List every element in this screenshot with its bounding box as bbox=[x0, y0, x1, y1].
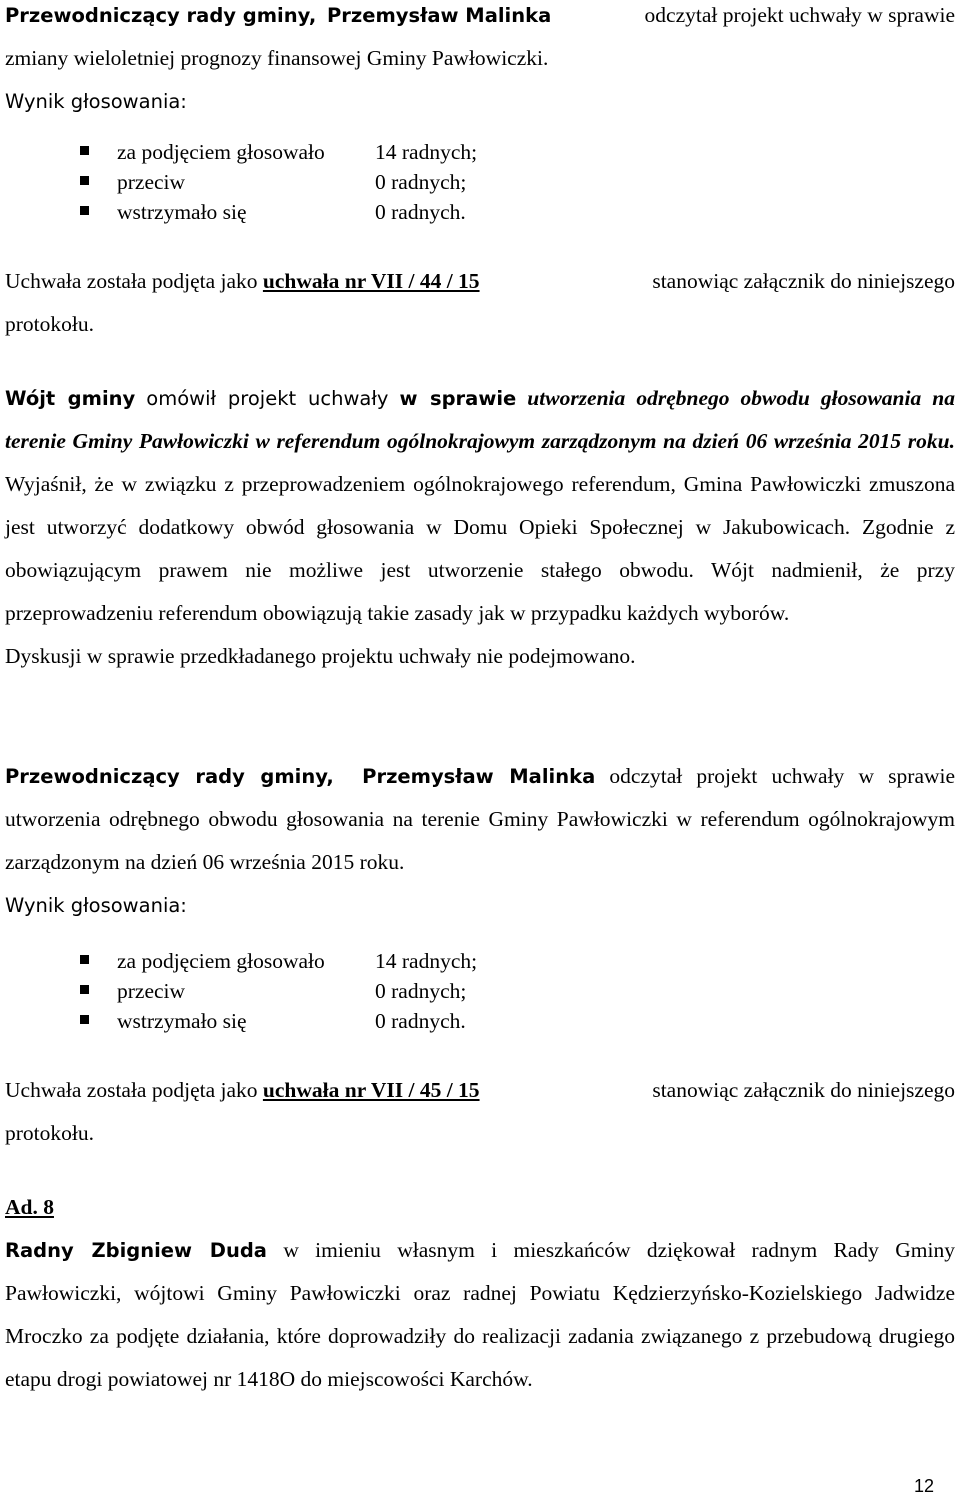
resolution-number: uchwała nr VII / 44 / 15 bbox=[262, 269, 480, 293]
vote-item: wstrzymało się 0 radnych. bbox=[80, 197, 477, 227]
vote-item: za podjęciem głosowało 14 radnych; bbox=[80, 137, 477, 167]
resolution-number: uchwała nr VII / 45 / 15 bbox=[262, 1078, 480, 1102]
paragraph-text: w imieniu własnym i mieszkańców dziękował radnym Rady Gminy Pawłowiczki, wójtowi Gminy Pawłowiczki oraz radnej Powiatu Kędzierzyńsko-Kozielskiego Jadwidze Mroczko za podjęte działania, które doprowadziły do realizacji zadania związanego z przebudową drugiego etapu drogi powiatowej nr 1418O do miejscowości Karchów. bbox=[5, 1238, 955, 1391]
vote-results-list bbox=[80, 946, 477, 1036]
resolution-title: utworzenia odrębnego obwodu głosowania na terenie Gminy Pawłowiczki w referendum ogólnokrajowym zarządzonym na dzień 06 września 2015 roku. bbox=[5, 386, 955, 453]
speaker: Radny Zbigniew Duda bbox=[5, 1239, 267, 1262]
chair-label: Przewodniczący rady gminy, bbox=[5, 4, 317, 27]
page-number: 12 bbox=[913, 1476, 934, 1496]
agenda-heading bbox=[5, 1186, 955, 1229]
vote-item: wstrzymało się 0 radnych. bbox=[80, 1006, 477, 1036]
resolution-prefix: Uchwała została podjęta jako bbox=[5, 1078, 258, 1102]
paragraph-text: zmiany wieloletniej prognozy finansowej Gminy Pawłowiczki. bbox=[5, 46, 549, 70]
vote-heading: Wynik głosowania: bbox=[5, 90, 187, 113]
resolution-prefix: Uchwała została podjęta jako bbox=[5, 269, 258, 293]
paragraph-mayor-discussion bbox=[5, 377, 955, 678]
vote-item: przeciw 0 radnych; bbox=[80, 976, 477, 1006]
paragraph-chair-reading-2 bbox=[5, 755, 955, 927]
chair-name: Przemysław Malinka bbox=[326, 4, 552, 27]
vote-item: przeciw 0 radnych; bbox=[80, 167, 477, 197]
paragraph-text: odczytał projekt uchwały w sprawie bbox=[644, 3, 955, 27]
paragraph-line bbox=[5, 0, 955, 37]
paragraph-chair-reading-1 bbox=[5, 0, 955, 123]
resolution-line2: protokołu. bbox=[5, 312, 94, 336]
resolution-statement-2 bbox=[5, 1069, 955, 1155]
vote-heading: Wynik głosowania: bbox=[5, 894, 187, 917]
speaker: Wójt gminy bbox=[5, 387, 136, 410]
resolution-suffix: stanowiąc załącznik do niniejszego bbox=[652, 1078, 955, 1102]
paragraph-body: Wyjaśnił, że w związku z przeprowadzeniem ogólnokrajowego referendum, Gmina Pawłowiczki zmuszona jest utworzyć dodatkowy obwód głosowania w Domu Opieki Społecznej w Jakubowicach. Zgodnie z obowiązującym prawem nie możliwe jest utworzenie stałego obwodu. Wójt nadmienił, że przy przeprowadzeniu referendum obowiązują takie zasady jak w przypadku każdych wyborów. bbox=[5, 472, 955, 625]
paragraph-text: odczytał projekt uchwały w sprawie utworzenia odrębnego obwodu głosowania na terenie Gminy Pawłowiczki w referendum ogólnokrajowym zarządzonym na dzień 06 września 2015 roku. bbox=[5, 764, 956, 874]
discussion-note: Dyskusji w sprawie przedkładanego projektu uchwały nie podejmowano. bbox=[5, 644, 636, 668]
resolution-line2: protokołu. bbox=[5, 1121, 94, 1145]
agenda-item-heading: Ad. 8 bbox=[5, 1195, 54, 1219]
paragraph-line bbox=[5, 260, 955, 303]
chair-label: Przewodniczący rady gminy, bbox=[5, 765, 334, 788]
resolution-suffix: stanowiąc załącznik do niniejszego bbox=[652, 269, 955, 293]
paragraph-line bbox=[5, 1069, 955, 1112]
chair-name: Przemysław Malinka bbox=[362, 765, 596, 788]
in-matter: w sprawie bbox=[399, 387, 517, 410]
resolution-statement-1 bbox=[5, 260, 955, 346]
paragraph-councillor-thanks bbox=[5, 1229, 955, 1401]
speaker-verb: omówił projekt uchwały bbox=[146, 387, 389, 410]
vote-results-list bbox=[80, 137, 477, 227]
vote-item: za podjęciem głosowało 14 radnych; bbox=[80, 946, 477, 976]
